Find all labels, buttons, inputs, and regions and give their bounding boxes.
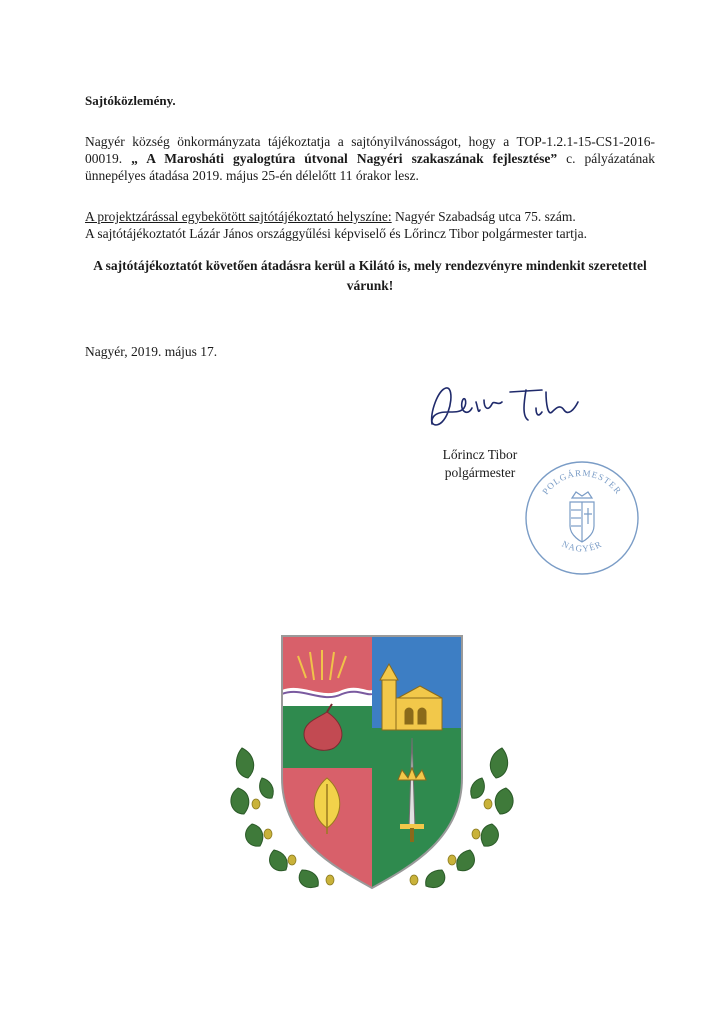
hosts-line: A sajtótájékoztatót Lázár János országgyűlési képviselő és Lőrincz Tibor polgármester tartja. (85, 226, 587, 241)
intro-paragraph (85, 133, 655, 184)
project-title: „ A Marosháti gyalogtúra útvonal Nagyéri szakaszának fejlesztése” (131, 151, 558, 166)
handwritten-signature (418, 372, 588, 442)
intro-text: Nagyér község önkormányzata tájékoztatja a sajtónyilvánosságot, hogy a TOP-1.2.1-15-CS1-2016-00019. (85, 134, 655, 166)
village-coat-of-arms (222, 628, 522, 908)
location-paragraph (85, 208, 655, 242)
stamp-top-text: POLGÁRMESTER (540, 467, 624, 497)
shield (282, 636, 462, 898)
signer-name: Lőrincz Tibor (442, 447, 518, 462)
announcement: A sajtótájékoztatót követően átadásra kerül a Kilátó is, mely rendezvényre mindenkit szeretettel várunk! (93, 258, 647, 293)
intro-text-end: c. pályázatának ünnepélyes átadása 2019. május 25-én délelőtt 11 órakor lesz. (85, 151, 655, 183)
signer-title: polgármester (444, 465, 516, 480)
location-value: Nagyér Szabadság utca 75. szám. (391, 209, 576, 224)
place-date: Nagyér, 2019. május 17. (85, 344, 218, 359)
stamp-bottom-text: NAGYÉR (560, 538, 604, 554)
hungarian-coat-of-arms-icon (570, 492, 594, 542)
official-stamp (522, 458, 642, 578)
document-title: Sajtóközlemény. (85, 93, 176, 108)
location-label: A projektzárással egybekötött sajtótájékoztató helyszíne: (85, 209, 392, 224)
svg-text:POLGÁRMESTER (540, 468, 623, 497)
